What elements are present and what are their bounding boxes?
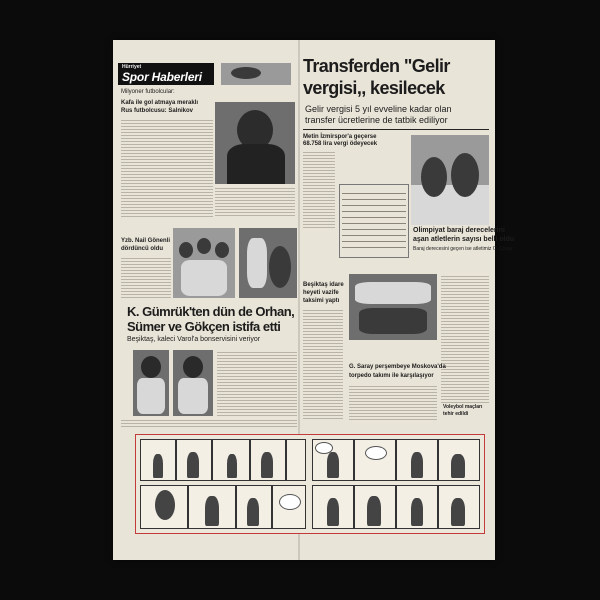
nail-headline-line-1: Yzb. Nail Gönenli [121,238,171,244]
photo-salnikov [215,102,295,184]
photo-player-1 [133,350,169,416]
gumruk-headline-line-1: K. Gümrük'ten dün de Orhan, [127,304,295,319]
nail-article-text [121,256,171,298]
comic-panel [354,485,396,529]
comic-panel [236,485,272,529]
voleybol-headline-line-1: Voleybol maçları [443,404,483,410]
comic-panel [250,439,286,481]
gsaray-headline-line-2: torpedo takımı ile karşılaşıyor [349,373,434,379]
gumruk-article-text [217,350,297,422]
salnikov-caption-text [215,186,295,216]
comic-panel [272,485,306,529]
comic-panel [438,485,480,529]
comic-panel [188,485,236,529]
transfer-subhead-line-2: transfer ücretlerine de tatbik ediliyor [305,115,448,125]
metin-headline-line-1: Metin İzmirspor'a geçerse [303,134,377,140]
besiktas-article-text [303,308,343,420]
tax-table [339,184,409,258]
photo-player-2 [173,350,213,416]
comic-panel [286,439,306,481]
comic-panel [438,439,480,481]
transfer-headline-line-2: vergisi,, kesilecek [303,78,445,98]
photo-top-left [221,63,291,85]
right-column-text [441,274,489,404]
salnikov-article-text [121,118,213,218]
olimpiyat-headline-line-2: aşan atletlerin sayısı belli oldu [413,236,515,243]
salnikov-headline-line-2: Rus futbolcusu: Salnikov [121,108,194,114]
comic-panel [312,485,354,529]
besiktas-headline-line-3: taksimi yaptı [303,298,340,304]
olimpiyat-headline-line-1: Olimpiyat baraj derecelerini [413,227,505,234]
comic-panel [176,439,212,481]
comic-panel [396,439,438,481]
section-masthead [118,63,214,85]
gumruk-headline-line-2: Sümer ve Gökçen istifa etti [127,319,281,334]
transfer-headline-line-1: Transferden "Gelir [303,56,450,76]
photo-ceremony [239,228,297,298]
millionaire-kicker: Milyoner futbolcular: [121,89,175,95]
gsaray-article-text [349,384,437,420]
gsaray-headline-line-1: G. Saray perşembeye Moskova'da [349,364,446,370]
comic-panel [312,439,354,481]
metin-article-text [303,150,335,230]
comic-panel [354,439,396,481]
photo-players-grass [411,135,489,225]
besiktas-headline-line-1: Beşiktaş idare [303,282,344,288]
olimpiyat-caption: Baraj derecesini geçen ise atletimiz O. Çinay [413,246,513,252]
comic-panel [140,485,188,529]
masthead-brand: Hürriyet [122,64,142,70]
comic-panel [396,485,438,529]
gumruk-subhead: Beşiktaş, kaleci Varol'a bonservisini veriyor [127,336,261,343]
nail-headline-line-2: dördüncü oldu [121,246,163,252]
besiktas-headline-line-2: heyeti vazife [303,290,339,296]
photo-crowd [349,274,437,340]
metin-headline-line-2: 68.758 lira vergi ödeyecek [303,141,378,147]
rule-under-headline [303,129,489,130]
comic-panel [140,439,176,481]
transfer-subhead-line-1: Gelir vergisi 5 yıl evveline kadar olan [305,104,452,114]
masthead-title: Spor Haberleri [122,70,202,84]
comic-strip-section [135,434,485,534]
gumruk-article-continued [121,418,297,428]
photo-group [173,228,235,298]
comic-panel [212,439,250,481]
newspaper-page [113,40,515,560]
salnikov-headline-line-1: Kafa ile gol atmaya meraklı [121,100,199,106]
voleybol-headline-line-2: tehir edildi [443,411,469,417]
